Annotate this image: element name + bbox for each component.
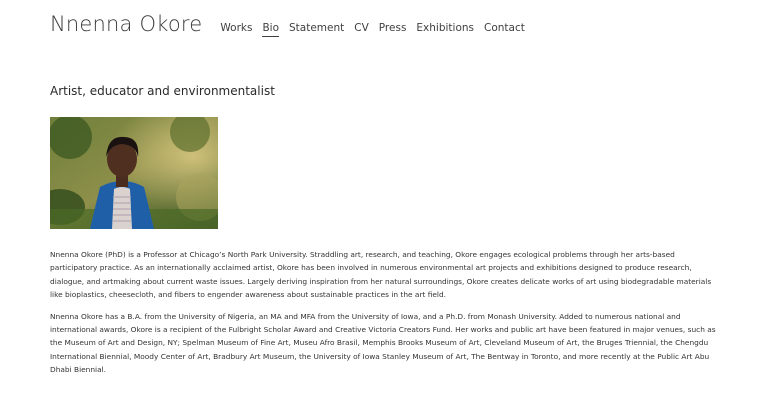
site-header xyxy=(50,12,535,37)
main-nav xyxy=(220,22,534,37)
nav-item-works[interactable]: Works xyxy=(220,22,253,34)
nav-item-statement[interactable]: Statement xyxy=(289,22,345,34)
site-title-link[interactable]: Nnenna Okore xyxy=(50,12,203,36)
nav-item-bio[interactable]: Bio xyxy=(262,22,279,37)
bio-text xyxy=(50,248,718,385)
bio-paragraph-2: Nnenna Okore has a B.A. from the University of Nigeria, an MA and MFA from the University of Iowa, and a Ph.D. from Monash University. Added to numerous national and international awards, Okore is a recipient of the Fulbright Scholar Award and Creative Victoria Creators Fund. Her works and public art have been featured in major venues, such as the Museum of Art and Design, NY; Spelman Museum of Fine Art, Museu Afro Brasil, Memphis Brooks Museum of Art, Cleveland Museum of Art, the Bruges Triennial, the Chengdu International Biennial, Moody Center of Art, Bradbury Art Museum, the University of Iowa Stanley Museum of Art, The Bentway in Toronto, and more recently at the Public Art Abu Dhabi Biennial. xyxy=(50,311,716,375)
nav-item-press[interactable]: Press xyxy=(378,22,407,34)
portrait-photo xyxy=(50,117,218,229)
nav-item-cv[interactable]: CV xyxy=(354,22,369,34)
bio-paragraph-1: Nnenna Okore (PhD) is a Professor at Chicago’s North Park University. Straddling art, research, and teaching, Okore engages ecological problems through her arts-based participatory practice. As an internationally acclaimed artist, Okore has been involved in numerous environmental art projects and exhibitions designed to produce research, dialogue, and artmaking about current waste issues. Largely deriving inspiration from her natural surroundings, Okore creates delicate works of art using biodegradable materials like bioplastics, cheesecloth, and fibers to engender awareness about sustainable practices in the art field. xyxy=(50,250,712,300)
page-tagline: Artist, educator and environmentalist xyxy=(50,84,275,98)
portrait-image xyxy=(50,117,218,229)
nav-item-exhibitions[interactable]: Exhibitions xyxy=(416,22,475,34)
nav-item-contact[interactable]: Contact xyxy=(484,22,525,34)
